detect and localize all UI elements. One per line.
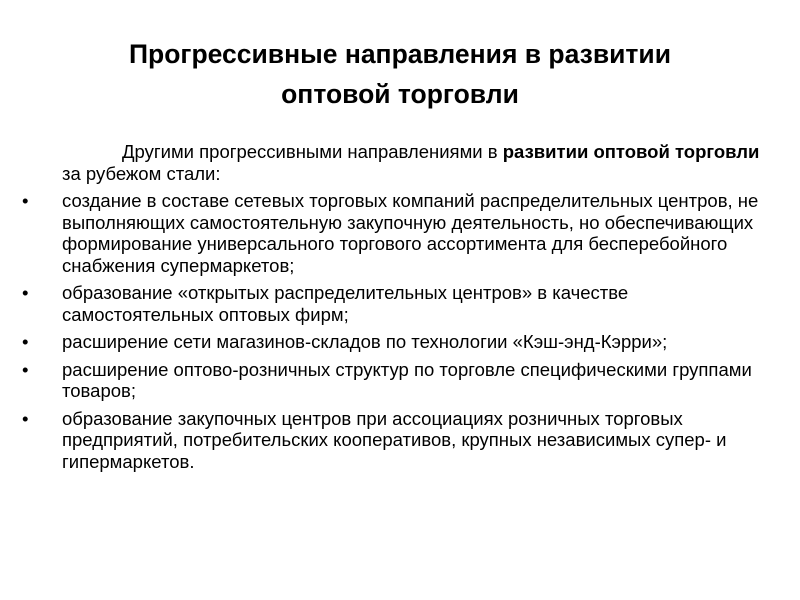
bullet-item <box>22 331 762 353</box>
bullet-icon: • <box>22 358 29 380</box>
bullet-text: расширение сети магазинов-складов по технологии «Кэш-энд-Кэрри»; <box>62 331 668 352</box>
bullet-item <box>22 408 762 473</box>
bullet-text: образование закупочных центров при ассоциациях розничных торговых предприятий, потребительских кооперативов, крупных независимых супер- и гипермаркетов. <box>62 407 727 472</box>
bullet-text: образование «открытых распределительных центров» в качестве самостоятельных оптовых фирм; <box>62 282 629 325</box>
bullet-list <box>22 190 762 472</box>
bullet-text: расширение оптово-розничных структур по торговле специфическими группами товаров; <box>62 358 752 401</box>
bullet-icon: • <box>22 282 29 303</box>
intro-text-end: за рубежом стали: <box>62 162 221 184</box>
intro-text-bold: развитии оптовой торговли <box>502 141 760 162</box>
bullet-item <box>22 359 762 402</box>
slide-title <box>40 34 760 114</box>
bullet-item <box>22 282 762 325</box>
intro-paragraph <box>62 141 762 184</box>
slide-body <box>22 141 762 472</box>
bullet-text: создание в составе сетевых торговых компаний распределительных центров, не выполняющих самостоятельную закупочную деятельность, но обеспечивающих формирование универсального торгового ассортимента для бесперебойного снабжения супермаркетов; <box>62 190 759 276</box>
slide-title-line-2: оптовой торговли <box>281 79 519 109</box>
bullet-icon: • <box>22 190 29 211</box>
bullet-item <box>22 190 762 276</box>
intro-text-start: Другими прогрессивными направлениями в <box>122 141 503 162</box>
bullet-icon: • <box>22 407 29 429</box>
slide-title-line-1: Прогрессивные направления в развитии <box>128 39 671 69</box>
bullet-icon: • <box>22 331 29 352</box>
